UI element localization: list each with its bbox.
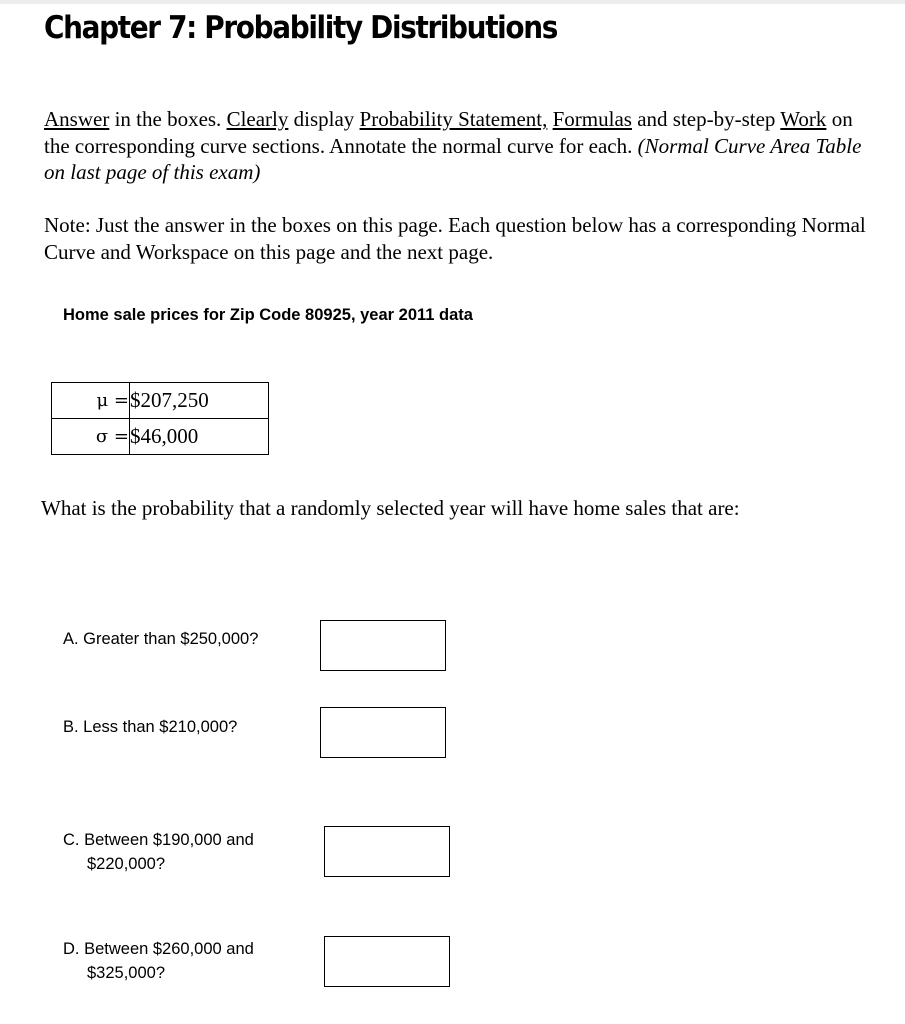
sd-row <box>52 419 269 455</box>
top-rule <box>0 0 905 4</box>
question-c <box>63 828 254 876</box>
work-word: Work <box>780 107 827 131</box>
sd-value: $46,000 <box>130 419 269 455</box>
note-paragraph: Note: Just the answer in the boxes on this page. Each question below has a corresponding Normal Curve and Workspace on this page and the next page. <box>44 213 866 264</box>
answer-box-b[interactable] <box>320 707 446 758</box>
parameters-table <box>51 382 269 455</box>
question-c-text-line1: C. Between $190,000 and <box>63 831 254 849</box>
question-a-text: A. Greater than $250,000? <box>63 630 259 648</box>
question-d-text-line1: D. Between $260,000 and <box>63 940 254 958</box>
page-title: Chapter 7: Probability Distributions <box>44 10 557 46</box>
answer-word: Answer <box>44 107 110 131</box>
mean-symbol: μ = <box>52 383 130 419</box>
data-heading: Home sale prices for Zip Code 80925, year 2011 data <box>63 306 473 324</box>
question-b <box>63 715 237 739</box>
probability-statement-word: Probability Statement, <box>359 107 548 131</box>
formulas-word: Formulas <box>552 107 632 131</box>
question-prompt: What is the probability that a randomly selected year will have home sales that are: <box>41 496 740 520</box>
instr-text-1: in the boxes. <box>109 107 227 131</box>
sd-symbol: σ = <box>52 419 130 455</box>
instructions-paragraph <box>44 106 879 186</box>
instr-text-5: on the corresponding curve sections. Annotate the normal curve for each. <box>44 107 853 158</box>
answer-box-a[interactable] <box>320 620 446 671</box>
question-c-text-line2: $220,000? <box>87 855 165 873</box>
instr-text-2: display <box>288 107 360 131</box>
mean-value: $207,250 <box>130 383 269 419</box>
answer-box-c[interactable] <box>324 826 450 877</box>
question-d <box>63 937 254 985</box>
question-d-text-line2: $325,000? <box>87 964 165 982</box>
table-note: (Normal Curve Area Table on last page of this exam) <box>44 133 862 184</box>
instr-text-4: and step-by-step <box>631 107 781 131</box>
question-b-text: B. Less than $210,000? <box>63 718 238 736</box>
clearly-word: Clearly <box>226 107 289 131</box>
question-a <box>63 627 258 651</box>
answer-box-d[interactable] <box>324 936 450 987</box>
mean-row <box>52 383 269 419</box>
